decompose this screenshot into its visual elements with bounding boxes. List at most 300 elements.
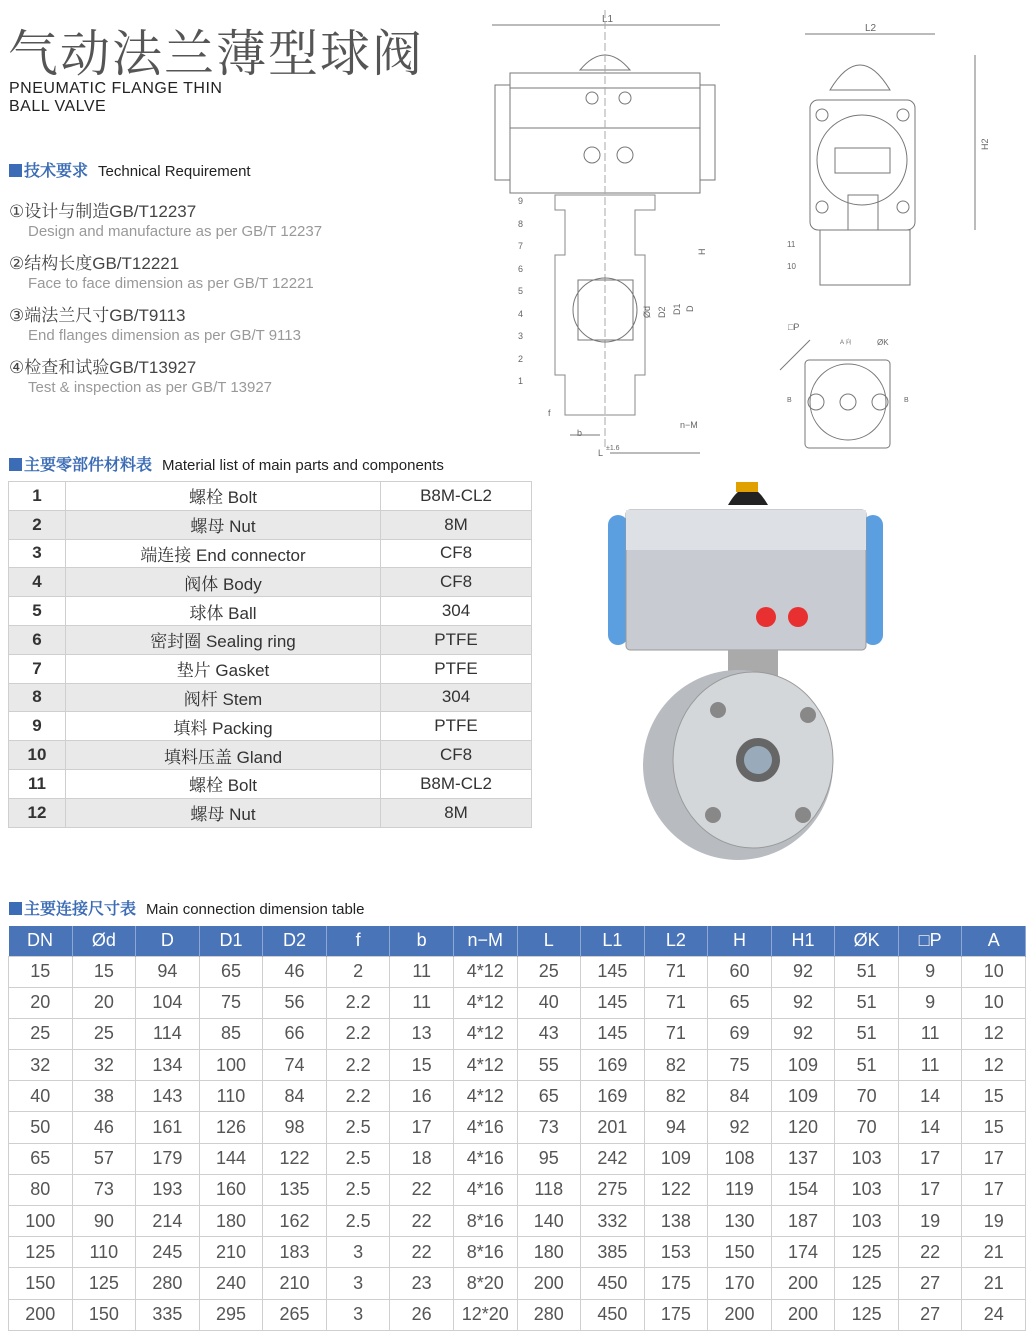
table-row [9, 1299, 1026, 1330]
dim-label: D2 [657, 306, 667, 318]
part-number: 4 [518, 309, 524, 319]
table-cell: 150 [9, 1268, 73, 1299]
requirement-item [9, 353, 272, 396]
table-cell: 70 [835, 1112, 899, 1143]
table-cell: 15 [72, 956, 136, 987]
table-cell: 9 [898, 956, 962, 987]
table-cell: 17 [390, 1112, 454, 1143]
table-cell: 9 [898, 987, 962, 1018]
table-row [9, 510, 532, 539]
part-name-cell: 螺栓 Bolt [66, 482, 381, 511]
table-cell: 130 [708, 1206, 772, 1237]
req-cn: ②结构长度GB/T12221 [9, 254, 180, 273]
part-name-cell: 填料压盖 Gland [66, 741, 381, 770]
table-cell: 56 [263, 987, 327, 1018]
table-cell: 103 [835, 1143, 899, 1174]
table-cell: 50 [9, 1112, 73, 1143]
table-row [9, 539, 532, 568]
table-cell: 71 [644, 1018, 708, 1049]
dim-label: D [685, 305, 695, 312]
table-cell: 280 [136, 1268, 200, 1299]
table-row [9, 712, 532, 741]
table-cell: 17 [898, 1174, 962, 1205]
table-cell: 40 [9, 1081, 73, 1112]
table-cell: 82 [644, 1050, 708, 1081]
materials-heading [9, 452, 444, 475]
table-row [9, 683, 532, 712]
dimensions-heading-cn: 主要连接尺寸表 [24, 899, 137, 918]
table-cell: 98 [263, 1112, 327, 1143]
dim-label: D1 [672, 303, 682, 315]
table-cell: 13 [390, 1018, 454, 1049]
table-cell: 51 [835, 956, 899, 987]
material-cell: PTFE [381, 654, 532, 683]
table-cell: 84 [263, 1081, 327, 1112]
table-cell: 135 [263, 1174, 327, 1205]
dim-label: H [697, 248, 707, 255]
table-cell: 109 [771, 1050, 835, 1081]
table-cell: 92 [771, 1018, 835, 1049]
table-row [9, 654, 532, 683]
table-cell: 92 [771, 956, 835, 987]
column-header: L [517, 926, 581, 956]
product-photo [598, 470, 898, 865]
part-number: 2 [518, 354, 524, 364]
table-cell: 12 [962, 1050, 1026, 1081]
table-cell: 51 [835, 1050, 899, 1081]
table-row [9, 625, 532, 654]
table-cell: 170 [708, 1268, 772, 1299]
table-cell: 15 [962, 1081, 1026, 1112]
table-cell: 140 [517, 1206, 581, 1237]
table-cell: 74 [263, 1050, 327, 1081]
table-row [9, 1081, 1026, 1112]
table-cell: 162 [263, 1206, 327, 1237]
table-cell: 109 [771, 1081, 835, 1112]
part-name-cell: 螺母 Nut [66, 510, 381, 539]
part-number-cell: 2 [9, 510, 66, 539]
column-header: D2 [263, 926, 327, 956]
table-cell: 92 [708, 1112, 772, 1143]
table-row [9, 741, 532, 770]
table-cell: 2.5 [326, 1174, 390, 1205]
table-row [9, 1143, 1026, 1174]
table-cell: 40 [517, 987, 581, 1018]
req-en: End flanges dimension as per GB/T 9113 [28, 327, 301, 344]
table-cell: 450 [581, 1268, 645, 1299]
table-cell: 2.2 [326, 1018, 390, 1049]
table-cell: 25 [517, 956, 581, 987]
table-cell: 210 [199, 1237, 263, 1268]
table-row [9, 1237, 1026, 1268]
page-title-en [9, 80, 222, 116]
table-cell: 193 [136, 1174, 200, 1205]
table-cell: 245 [136, 1237, 200, 1268]
req-en: Design and manufacture as per GB/T 12237 [28, 223, 323, 240]
column-header: D1 [199, 926, 263, 956]
table-cell: 55 [517, 1050, 581, 1081]
column-header: □P [898, 926, 962, 956]
table-cell: 122 [263, 1143, 327, 1174]
materials-table [8, 481, 532, 828]
material-cell: B8M-CL2 [381, 769, 532, 798]
part-name-cell: 密封圈 Sealing ring [66, 625, 381, 654]
part-number: 6 [518, 264, 524, 274]
table-cell: 69 [708, 1018, 772, 1049]
table-cell: 43 [517, 1018, 581, 1049]
table-cell: 118 [517, 1174, 581, 1205]
table-cell: 8*20 [453, 1268, 517, 1299]
table-cell: 137 [771, 1143, 835, 1174]
title-en-line2: BALL VALVE [9, 98, 107, 115]
table-cell: 134 [136, 1050, 200, 1081]
table-row [9, 987, 1026, 1018]
table-cell: 51 [835, 1018, 899, 1049]
table-cell: 51 [835, 987, 899, 1018]
table-cell: 25 [9, 1018, 73, 1049]
table-cell: 450 [581, 1299, 645, 1330]
table-cell: 90 [72, 1206, 136, 1237]
table-cell: 2.5 [326, 1143, 390, 1174]
part-number-cell: 8 [9, 683, 66, 712]
requirement-item [9, 301, 301, 344]
dim-label: ±1.6 [606, 445, 620, 452]
column-header: L1 [581, 926, 645, 956]
dimensions-heading-en: Main connection dimension table [146, 901, 365, 918]
table-cell: 143 [136, 1081, 200, 1112]
part-name-cell: 填料 Packing [66, 712, 381, 741]
table-cell: 85 [199, 1018, 263, 1049]
table-cell: 11 [390, 987, 454, 1018]
table-cell: 265 [263, 1299, 327, 1330]
table-cell: 150 [708, 1237, 772, 1268]
table-cell: 25 [72, 1018, 136, 1049]
part-name-cell: 端连接 End connector [66, 539, 381, 568]
table-row [9, 568, 532, 597]
table-cell: 4*12 [453, 987, 517, 1018]
table-cell: 14 [898, 1112, 962, 1143]
title-en-line1: PNEUMATIC FLANGE THIN [9, 80, 223, 97]
table-row [9, 1268, 1026, 1299]
table-cell: 169 [581, 1050, 645, 1081]
req-en: Face to face dimension as per GB/T 12221 [28, 275, 314, 292]
materials-heading-cn: 主要零部件材料表 [24, 455, 153, 474]
table-cell: 22 [898, 1237, 962, 1268]
table-cell: 73 [72, 1174, 136, 1205]
part-number-cell: 5 [9, 597, 66, 626]
table-cell: 26 [390, 1299, 454, 1330]
dim-label: ØK [877, 338, 889, 347]
table-row [9, 956, 1026, 987]
table-cell: 95 [517, 1143, 581, 1174]
table-cell: 4*16 [453, 1143, 517, 1174]
dimensions-table [8, 926, 1026, 1331]
tech-heading-en: Technical Requirement [98, 163, 251, 180]
table-row [9, 769, 532, 798]
table-cell: 108 [708, 1143, 772, 1174]
table-cell: 103 [835, 1174, 899, 1205]
table-cell: 125 [835, 1299, 899, 1330]
requirement-item [9, 249, 314, 292]
table-cell: 12 [962, 1018, 1026, 1049]
dim-label: B [787, 397, 792, 404]
table-cell: 100 [199, 1050, 263, 1081]
part-number: 1 [518, 376, 524, 386]
table-cell: 80 [9, 1174, 73, 1205]
req-cn: ④检查和试验GB/T13927 [9, 358, 197, 377]
table-cell: 3 [326, 1268, 390, 1299]
table-cell: 200 [517, 1268, 581, 1299]
table-cell: 200 [708, 1299, 772, 1330]
table-cell: 65 [9, 1143, 73, 1174]
table-cell: 109 [644, 1143, 708, 1174]
table-cell: 11 [898, 1050, 962, 1081]
part-name-cell: 阀杆 Stem [66, 683, 381, 712]
table-cell: 2.2 [326, 1081, 390, 1112]
materials-heading-en: Material list of main parts and components [162, 457, 444, 474]
table-cell: 4*16 [453, 1174, 517, 1205]
table-cell: 22 [390, 1174, 454, 1205]
dim-label: L [598, 448, 604, 458]
table-row [9, 1112, 1026, 1143]
table-cell: 57 [72, 1143, 136, 1174]
table-cell: 332 [581, 1206, 645, 1237]
column-header: b [390, 926, 454, 956]
table-cell: 150 [72, 1299, 136, 1330]
square-bullet-icon [9, 458, 22, 471]
material-cell: CF8 [381, 568, 532, 597]
table-cell: 200 [771, 1299, 835, 1330]
dim-label: L2 [865, 23, 877, 34]
dimensions-heading [9, 896, 364, 919]
part-number: 9 [518, 196, 524, 206]
part-name-cell: 垫片 Gasket [66, 654, 381, 683]
part-name-cell: 球体 Ball [66, 597, 381, 626]
column-header: H [708, 926, 772, 956]
material-cell: CF8 [381, 741, 532, 770]
table-cell: 19 [962, 1206, 1026, 1237]
square-bullet-icon [9, 902, 22, 915]
column-header: Ød [72, 926, 136, 956]
table-cell: 12*20 [453, 1299, 517, 1330]
table-cell: 138 [644, 1206, 708, 1237]
table-cell: 4*16 [453, 1112, 517, 1143]
table-cell: 125 [835, 1268, 899, 1299]
dim-label: Ød [642, 305, 652, 318]
table-cell: 16 [390, 1081, 454, 1112]
dim-label: n−M [680, 420, 698, 430]
table-cell: 145 [581, 956, 645, 987]
table-cell: 104 [136, 987, 200, 1018]
table-cell: 10 [962, 956, 1026, 987]
table-cell: 2.2 [326, 1050, 390, 1081]
table-cell: 335 [136, 1299, 200, 1330]
req-cn: ③端法兰尺寸GB/T9113 [9, 306, 186, 325]
table-cell: 114 [136, 1018, 200, 1049]
part-number-cell: 11 [9, 769, 66, 798]
table-row [9, 482, 532, 511]
table-cell: 73 [517, 1112, 581, 1143]
table-cell: 125 [9, 1237, 73, 1268]
tech-heading-cn: 技术要求 [24, 161, 89, 180]
table-cell: 8*16 [453, 1206, 517, 1237]
part-number: 5 [518, 286, 524, 296]
table-cell: 2.2 [326, 987, 390, 1018]
table-cell: 71 [644, 987, 708, 1018]
table-cell: 10 [962, 987, 1026, 1018]
table-row [9, 1174, 1026, 1205]
part-number-cell: 6 [9, 625, 66, 654]
table-cell: 22 [390, 1237, 454, 1268]
tech-heading [9, 158, 251, 181]
part-number-cell: 7 [9, 654, 66, 683]
table-cell: 119 [708, 1174, 772, 1205]
part-name-cell: 螺栓 Bolt [66, 769, 381, 798]
part-number: 7 [518, 241, 524, 251]
table-cell: 3 [326, 1237, 390, 1268]
dim-label: B [904, 397, 909, 404]
column-header: f [326, 926, 390, 956]
table-cell: 11 [898, 1018, 962, 1049]
part-number: 8 [518, 219, 524, 229]
table-cell: 4*12 [453, 1081, 517, 1112]
part-name-cell: 螺母 Nut [66, 798, 381, 827]
column-header: DN [9, 926, 73, 956]
table-cell: 4*12 [453, 1050, 517, 1081]
table-cell: 32 [9, 1050, 73, 1081]
material-cell: 304 [381, 597, 532, 626]
table-cell: 240 [199, 1268, 263, 1299]
table-cell: 8*16 [453, 1237, 517, 1268]
table-cell: 154 [771, 1174, 835, 1205]
table-cell: 280 [517, 1299, 581, 1330]
table-cell: 153 [644, 1237, 708, 1268]
mounting-view [780, 322, 909, 448]
table-cell: 27 [898, 1268, 962, 1299]
table-cell: 122 [644, 1174, 708, 1205]
column-header: n−M [453, 926, 517, 956]
table-cell: 60 [708, 956, 772, 987]
part-number-cell: 12 [9, 798, 66, 827]
table-cell: 21 [962, 1237, 1026, 1268]
table-cell: 94 [136, 956, 200, 987]
material-cell: B8M-CL2 [381, 482, 532, 511]
front-view [492, 10, 720, 458]
part-number: 3 [518, 331, 524, 341]
part-name-cell: 阀体 Body [66, 568, 381, 597]
table-cell: 22 [390, 1206, 454, 1237]
table-cell: 71 [644, 956, 708, 987]
table-cell: 92 [771, 987, 835, 1018]
part-number-cell: 1 [9, 482, 66, 511]
table-cell: 175 [644, 1299, 708, 1330]
technical-drawing [490, 0, 1030, 470]
table-row [9, 1018, 1026, 1049]
dim-label: □P [788, 322, 800, 332]
table-cell: 144 [199, 1143, 263, 1174]
table-cell: 110 [72, 1237, 136, 1268]
table-cell: 65 [199, 956, 263, 987]
column-header: ØK [835, 926, 899, 956]
req-en: Test & inspection as per GB/T 13927 [28, 379, 273, 396]
table-cell: 66 [263, 1018, 327, 1049]
table-cell: 32 [72, 1050, 136, 1081]
table-cell: 385 [581, 1237, 645, 1268]
table-cell: 242 [581, 1143, 645, 1174]
table-cell: 20 [9, 987, 73, 1018]
table-cell: 15 [390, 1050, 454, 1081]
square-bullet-icon [9, 164, 22, 177]
part-number-cell: 10 [9, 741, 66, 770]
table-cell: 210 [263, 1268, 327, 1299]
table-cell: 94 [644, 1112, 708, 1143]
table-cell: 75 [708, 1050, 772, 1081]
table-cell: 174 [771, 1237, 835, 1268]
dim-label: L1 [602, 14, 614, 25]
table-row [9, 597, 532, 626]
material-cell: PTFE [381, 712, 532, 741]
column-header: A [962, 926, 1026, 956]
table-cell: 84 [708, 1081, 772, 1112]
table-cell: 17 [962, 1174, 1026, 1205]
table-cell: 175 [644, 1268, 708, 1299]
table-cell: 100 [9, 1206, 73, 1237]
req-cn: ①设计与制造GB/T12237 [9, 202, 197, 221]
table-cell: 65 [517, 1081, 581, 1112]
table-cell: 11 [390, 956, 454, 987]
dim-label: A 向 [840, 340, 852, 346]
table-cell: 17 [962, 1143, 1026, 1174]
table-cell: 169 [581, 1081, 645, 1112]
table-cell: 145 [581, 1018, 645, 1049]
table-cell: 145 [581, 987, 645, 1018]
table-cell: 214 [136, 1206, 200, 1237]
table-cell: 4*12 [453, 1018, 517, 1049]
table-cell: 21 [962, 1268, 1026, 1299]
table-row [9, 798, 532, 827]
table-cell: 126 [199, 1112, 263, 1143]
table-cell: 110 [199, 1081, 263, 1112]
table-cell: 200 [771, 1268, 835, 1299]
table-row [9, 1050, 1026, 1081]
part-number: 10 [787, 262, 796, 271]
column-header: H1 [771, 926, 835, 956]
page-title-cn: 气动法兰薄型球阀 [8, 25, 424, 83]
dim-label: f [548, 408, 551, 418]
table-cell: 70 [835, 1081, 899, 1112]
part-number-cell: 9 [9, 712, 66, 741]
table-cell: 125 [835, 1237, 899, 1268]
table-cell: 275 [581, 1174, 645, 1205]
table-cell: 179 [136, 1143, 200, 1174]
table-cell: 18 [390, 1143, 454, 1174]
side-view [787, 23, 990, 285]
part-number-cell: 4 [9, 568, 66, 597]
table-cell: 295 [199, 1299, 263, 1330]
table-cell: 160 [199, 1174, 263, 1205]
table-cell: 27 [898, 1299, 962, 1330]
table-cell: 125 [72, 1268, 136, 1299]
table-cell: 20 [72, 987, 136, 1018]
table-cell: 23 [390, 1268, 454, 1299]
column-header: D [136, 926, 200, 956]
table-cell: 2 [326, 956, 390, 987]
dim-label: b [577, 428, 583, 438]
table-cell: 161 [136, 1112, 200, 1143]
table-row [9, 1206, 1026, 1237]
table-cell: 3 [326, 1299, 390, 1330]
dim-label: H2 [980, 138, 990, 150]
